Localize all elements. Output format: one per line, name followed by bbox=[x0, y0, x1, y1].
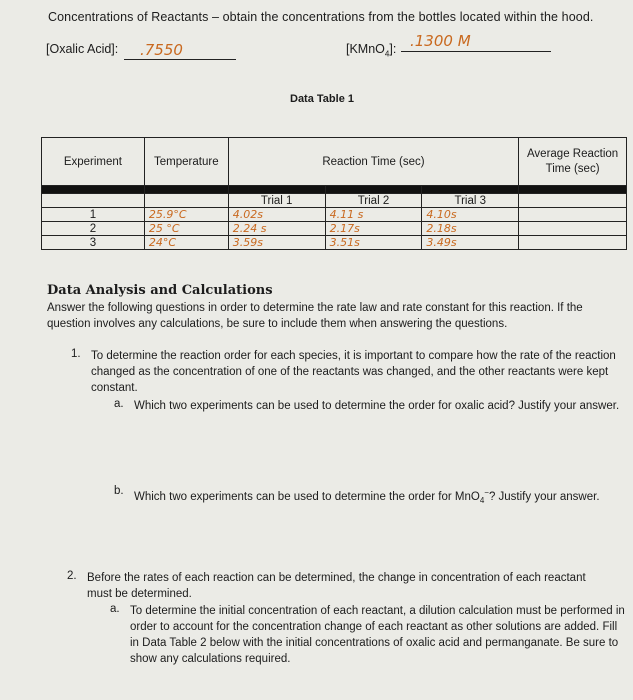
trial-header-row bbox=[42, 194, 627, 208]
question-1a-label: a. bbox=[114, 398, 124, 410]
kmno4-label-end: ]: bbox=[389, 42, 397, 56]
question-2a-label: a. bbox=[110, 603, 120, 615]
kmno4-answer-line bbox=[401, 51, 551, 52]
oxalic-acid-value: .7550 bbox=[140, 41, 183, 59]
header-reaction-time: Reaction Time (sec) bbox=[228, 138, 518, 186]
temperature-value: 25.9°C bbox=[144, 208, 228, 222]
mno4-subscript: 4 bbox=[479, 496, 485, 506]
question-1b-text bbox=[134, 485, 622, 509]
table-row bbox=[42, 208, 627, 222]
temperature-value: 24°C bbox=[144, 236, 228, 250]
trial-1-time: 3.59s bbox=[228, 236, 325, 250]
header-temperature: Temperature bbox=[144, 138, 228, 186]
oxalic-answer-line bbox=[124, 59, 236, 60]
question-2-text: Before the rates of each reaction can be determined, the change in concentration of each reactant must be determined. bbox=[87, 572, 586, 600]
header-trial-1: Trial 1 bbox=[228, 194, 325, 208]
question-1a-text: Which two experiments can be used to determine the order for oxalic acid? Justify your answer. bbox=[134, 400, 620, 412]
experiment-number: 3 bbox=[42, 236, 145, 250]
analysis-intro: Answer the following questions in order to determine the rate law and rate constant for this reaction. If the question involves any calculations, be sure to include them when answering the questions. bbox=[47, 302, 583, 330]
analysis-heading: Data Analysis and Calculations bbox=[47, 283, 273, 298]
table-divider-row bbox=[42, 186, 627, 194]
average-cell bbox=[519, 222, 627, 236]
question-1-number: 1. bbox=[71, 348, 81, 360]
trial-2-time: 3.51s bbox=[325, 236, 422, 250]
kmno4-label bbox=[346, 42, 396, 59]
kmno4-label-text: [KMnO bbox=[346, 42, 385, 56]
kmno4-subscript: 4 bbox=[384, 49, 390, 59]
trial-1-time: 2.24 s bbox=[228, 222, 325, 236]
average-cell bbox=[519, 236, 627, 250]
page-instruction: Concentrations of Reactants – obtain the concentrations from the bottles located within the hood. bbox=[48, 10, 594, 24]
question-2a-text: To determine the initial concentration of each reactant, a dilution calculation must be performed in order to account for the concentration change of each reactant as other solutions are added. Fill in Data Table 2 below with the initial concentrations of oxalic acid and permanganate. Be sure to show any calculations required. bbox=[130, 605, 625, 665]
table-row bbox=[42, 236, 627, 250]
question-1-text: To determine the reaction order for each species, it is important to compare how the rate of the reaction changed as the concentration of one of the reactants was changed, and the other reactants were kept constant. bbox=[91, 350, 616, 394]
question-2-number: 2. bbox=[67, 570, 77, 582]
data-table-1 bbox=[41, 137, 627, 250]
header-experiment: Experiment bbox=[42, 138, 145, 186]
header-trial-3: Trial 3 bbox=[422, 194, 519, 208]
temperature-value: 25 °C bbox=[144, 222, 228, 236]
experiment-number: 1 bbox=[42, 208, 145, 222]
experiment-number: 2 bbox=[42, 222, 145, 236]
kmno4-value: .1300 M bbox=[410, 32, 471, 50]
trial-3-time: 3.49s bbox=[422, 236, 519, 250]
question-1b-label: b. bbox=[114, 485, 124, 497]
table-row bbox=[42, 222, 627, 236]
trial-3-time: 2.18s bbox=[422, 222, 519, 236]
trial-1-time: 4.02s bbox=[228, 208, 325, 222]
trial-3-time: 4.10s bbox=[422, 208, 519, 222]
question-1b-text-start: Which two experiments can be used to determine the order for MnO bbox=[134, 490, 480, 503]
table-header-row bbox=[42, 138, 627, 186]
average-cell bbox=[519, 208, 627, 222]
question-1b-text-end: ? Justify your answer. bbox=[488, 490, 600, 503]
oxalic-acid-label: [Oxalic Acid]: bbox=[46, 42, 119, 56]
data-table-1-title: Data Table 1 bbox=[290, 93, 354, 105]
trial-2-time: 4.11 s bbox=[325, 208, 422, 222]
header-average: Average Reaction Time (sec) bbox=[519, 138, 627, 186]
mno4-superscript: − bbox=[484, 488, 489, 497]
trial-2-time: 2.17s bbox=[325, 222, 422, 236]
header-trial-2: Trial 2 bbox=[325, 194, 422, 208]
